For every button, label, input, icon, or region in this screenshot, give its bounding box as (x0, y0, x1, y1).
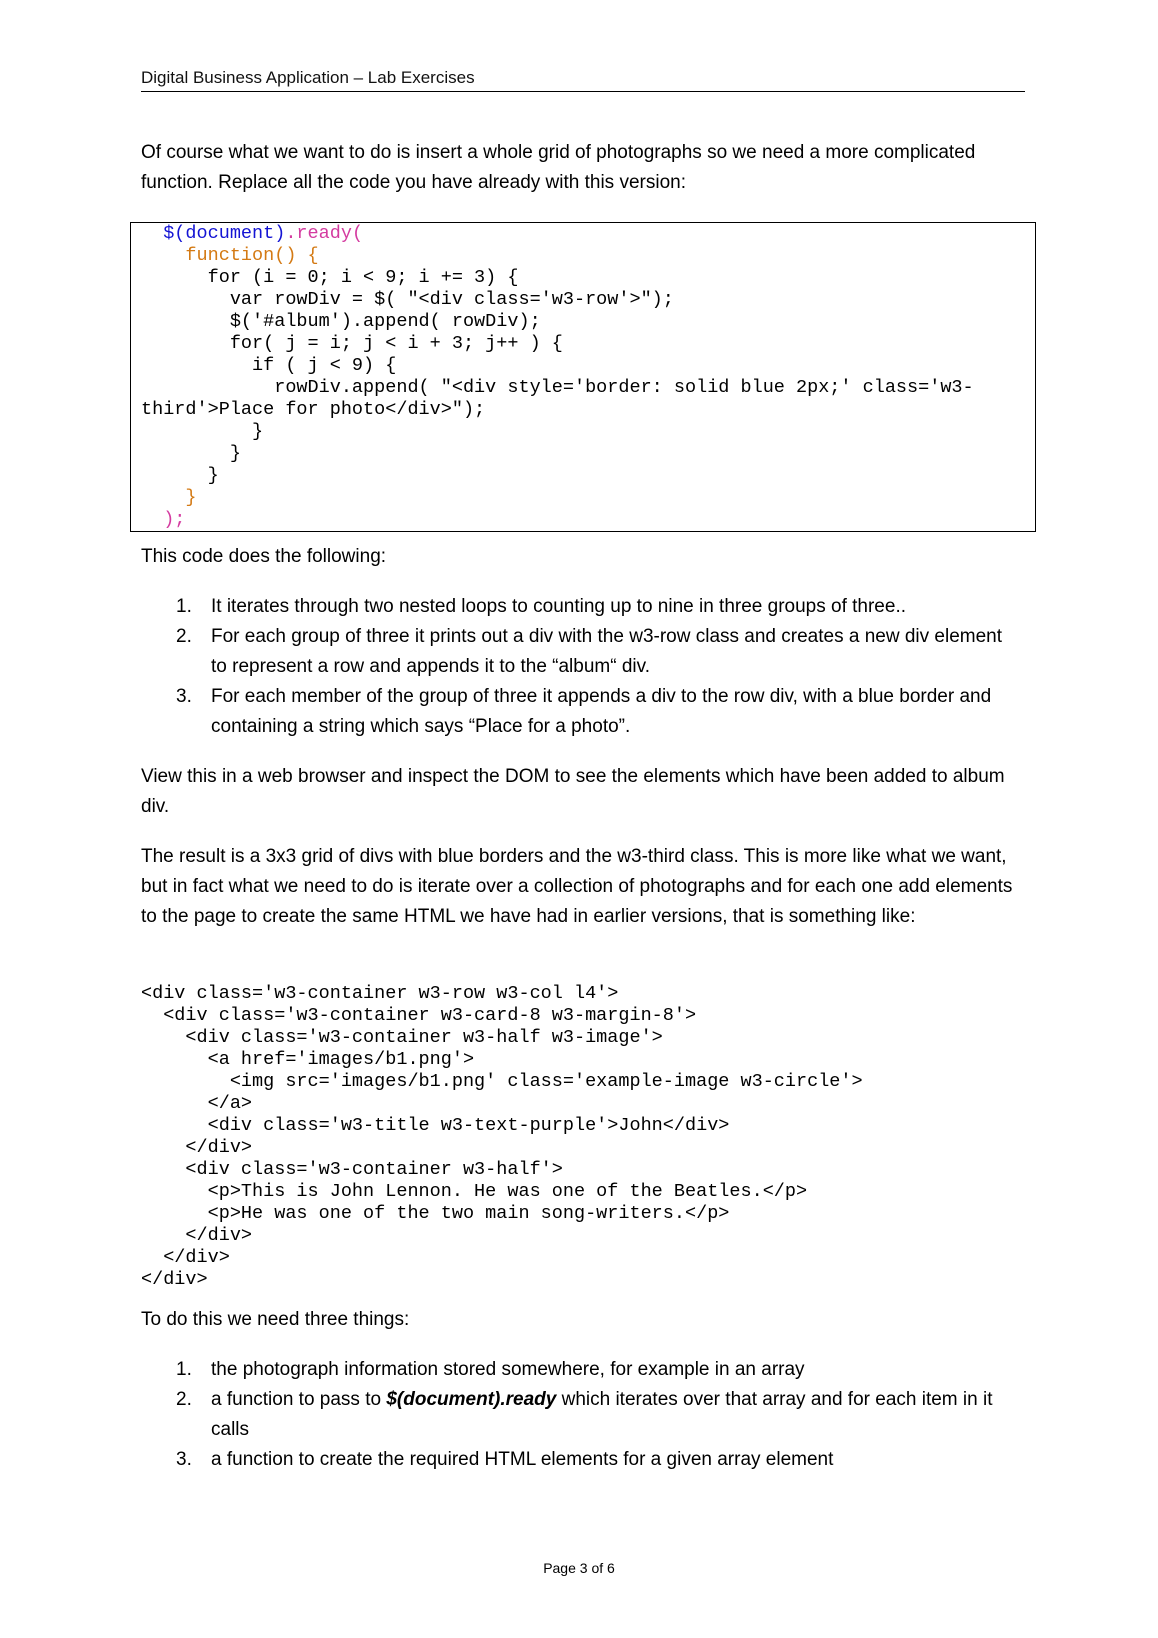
does-intro: This code does the following: (141, 546, 387, 567)
list-text: the photograph information stored somewhere, for example in an array (211, 1359, 805, 1380)
list-number: 2. (176, 1389, 192, 1410)
code-listing (141, 223, 1035, 531)
list-item (141, 1385, 1021, 1445)
list-item (141, 1355, 1021, 1385)
list-text: For each group of three it prints out a div with the w3-row class and creates a new div element to represent a row and appends it to the “album“ div. (211, 626, 1003, 677)
list-number: 3. (176, 1449, 192, 1470)
code-ready-close: ); (141, 509, 186, 530)
code-ready-token: .ready( (285, 223, 364, 244)
need-intro: To do this we need three things: (141, 1309, 410, 1330)
needs-list (141, 1355, 1021, 1475)
steps-list (141, 592, 1021, 742)
code-function-token: function() { (141, 245, 319, 266)
list-item (141, 1445, 1021, 1475)
list-text: which iterates over that array and for each item in it calls (211, 1389, 993, 1440)
code-document-token: $(document) (141, 223, 286, 244)
code-block-html: <div class='w3-container w3-row w3-col l4'> <div class='w3-container w3-card-8 w3-margin-8'> <div class='w3-container w3-half w3-image'> <a href='images/b1.png'> <img src='images/b1.png' class='example-image w3-circle'> </a> <div class='w3-title w3-text-purple'>John</div> </div> <div class='w3-container w3-half'> <p>This is John Lennon. He was one of the Beatles.</p> <p>He was one of the two main song-writers.</p> </div> </div> </div> (141, 983, 863, 1290)
list-text: a function to create the required HTML elements for a given array element (211, 1449, 834, 1470)
page-number: Page 3 of 6 (543, 1560, 615, 1576)
list-number: 1. (176, 596, 192, 617)
code-loop-body: for (i = 0; i < 9; i += 3) { var rowDiv = $( "<div class='w3-row'>"); $('#album').append( rowDiv); for( j = i; j < i + 3; j++ ) { if ( j < 9) { rowDiv.append( "<div style='border: solid blue 2px;' class='w3- third'>Place for photo</div>"); } } } (141, 267, 974, 486)
code-emphasis: $(document).ready (386, 1389, 557, 1410)
list-item (141, 622, 1021, 682)
list-text: a function to pass to (211, 1389, 387, 1410)
result-paragraph: The result is a 3x3 grid of divs with blue borders and the w3-third class. This is more like what we want, but in fact what we need to do is iterate over a collection of photographs and for each one add elements to the page to create the same HTML we have had in earlier versions, that is something like: (141, 846, 1013, 927)
list-item (141, 592, 1021, 622)
list-item (141, 682, 1021, 742)
page-header: Digital Business Application – Lab Exercises (141, 68, 1025, 92)
list-text: For each member of the group of three it appends a div to the row div, with a blue border and containing a string which says “Place for a photo”. (211, 686, 992, 737)
intro-paragraph: Of course what we want to do is insert a whole grid of photographs so we need a more complicated function. Replace all the code you have already with this version: (141, 142, 976, 193)
view-paragraph: View this in a web browser and inspect the DOM to see the elements which have been added to album div. (141, 766, 1005, 817)
list-text: It iterates through two nested loops to counting up to nine in three groups of three.. (211, 596, 907, 617)
list-number: 2. (176, 626, 192, 647)
code-block-jquery (130, 222, 1036, 532)
list-number: 1. (176, 1359, 192, 1380)
code-function-close: } (141, 487, 197, 508)
list-number: 3. (176, 686, 192, 707)
